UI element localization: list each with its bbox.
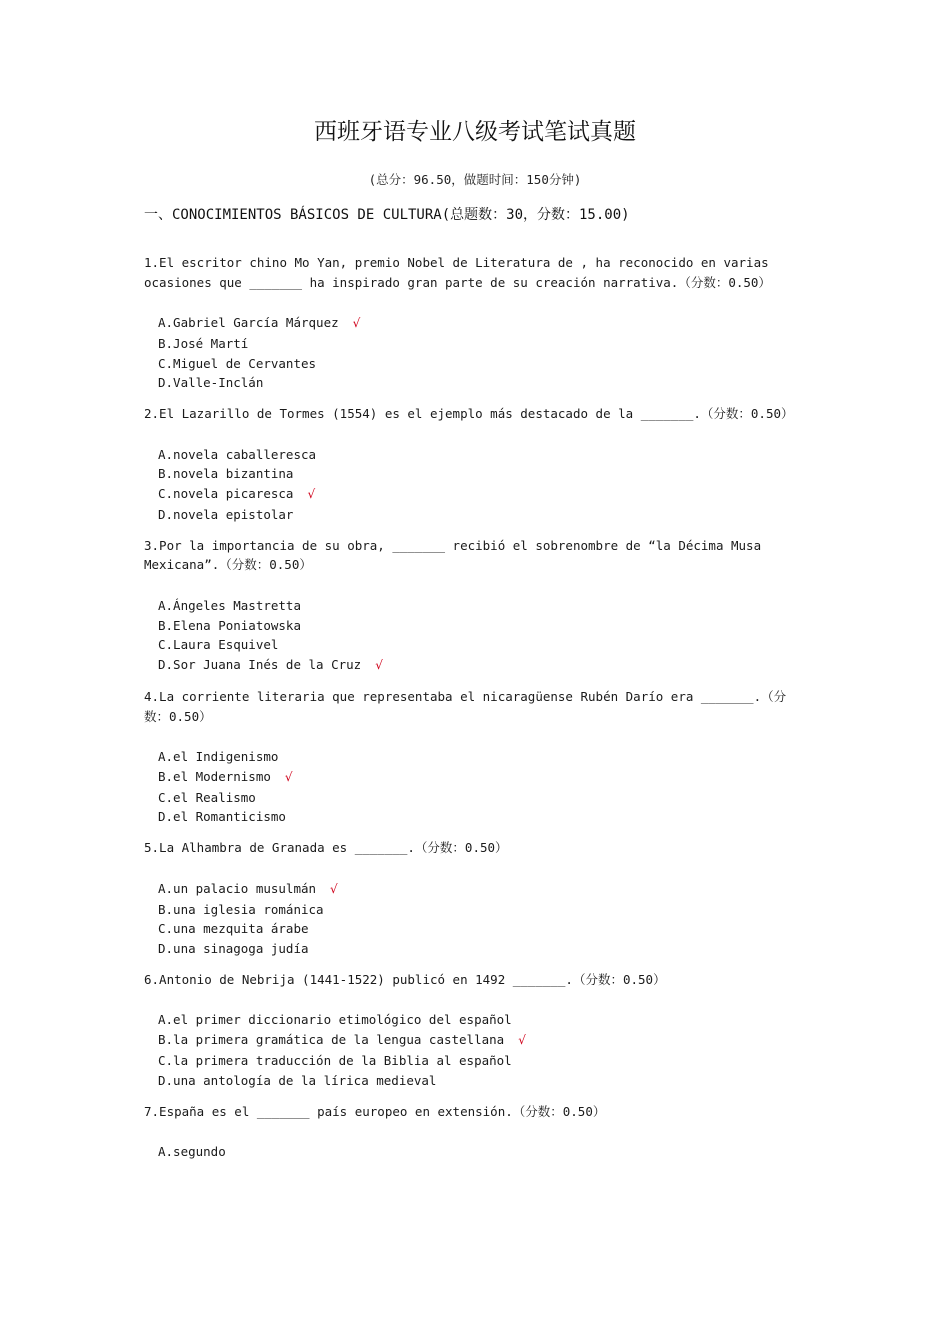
question-item (144, 838, 794, 959)
option-label: B.la primera gramática de la lengua castellana (158, 1032, 505, 1048)
answer-option (158, 655, 794, 676)
question-item (144, 687, 794, 827)
correct-check-icon: √ (518, 1033, 526, 1048)
option-label: C.el Realismo (158, 789, 256, 805)
option-label: C.Laura Esquivel (158, 637, 279, 653)
answer-option (158, 1051, 794, 1071)
correct-check-icon: √ (307, 487, 316, 502)
option-label: D.novela epistolar (158, 507, 294, 523)
option-label: A.Ángeles Mastretta (158, 597, 301, 613)
option-list (144, 445, 794, 525)
answer-option (158, 879, 794, 900)
option-label: D.el Romanticismo (158, 809, 286, 825)
option-label: A.un palacio musulmán (158, 880, 317, 896)
question-list (144, 253, 794, 1173)
answer-option (158, 445, 794, 465)
answer-option (158, 635, 794, 655)
answer-option (158, 313, 794, 334)
option-label: B.Elena Poniatowska (158, 617, 301, 633)
option-list (144, 313, 794, 393)
option-label: D.una antología de la lírica medieval (158, 1072, 437, 1088)
page-title: 西班牙语专业八级考试笔试真题 (314, 119, 636, 145)
question-item (144, 253, 794, 393)
correct-check-icon: √ (330, 881, 338, 896)
answer-option (158, 788, 794, 808)
option-label: C.novela picaresca (158, 486, 294, 502)
question-item (144, 1102, 794, 1162)
question-item (144, 970, 794, 1091)
question-text: 6.Antonio de Nebrija (1441-1522) publicó en 1492 _______.（分数：0.50） (144, 971, 666, 987)
question-text: 3.Por la importancia de su obra, _______ recibió el sobrenombre de “la Décima Musa Mexicana”.（分数：0.50） (144, 537, 762, 573)
option-label: B.una iglesia románica (158, 901, 324, 917)
question-item (144, 536, 794, 676)
option-label: A.novela caballeresca (158, 446, 317, 462)
answer-option (158, 334, 794, 354)
question-text: 7.España es el _______ país europeo en extensión.（分数：0.50） (144, 1103, 606, 1119)
option-label: C.la primera traducción de la Biblia al español (158, 1053, 512, 1069)
option-list (144, 596, 794, 676)
answer-option (158, 747, 794, 767)
option-list (144, 747, 794, 827)
option-label: B.novela bizantina (158, 466, 294, 482)
answer-option (158, 596, 794, 616)
answer-option (158, 939, 794, 959)
answer-option (158, 505, 794, 525)
option-list (144, 1010, 794, 1090)
answer-option (158, 1142, 794, 1162)
answer-option (158, 1071, 794, 1091)
correct-check-icon: √ (375, 658, 383, 673)
answer-option (158, 900, 794, 920)
question-item (144, 404, 794, 525)
option-label: C.una mezquita árabe (158, 921, 309, 937)
option-label: A.el primer diccionario etimológico del español (158, 1012, 512, 1028)
answer-option (158, 767, 794, 788)
answer-option (158, 616, 794, 636)
question-text: 4.La corriente literaria que representaba el nicaragüense Rubén Darío era _______.（分数：0.50） (144, 689, 787, 724)
option-label: B.el Modernismo (158, 768, 271, 784)
option-list (144, 1142, 794, 1162)
answer-option (158, 1030, 794, 1051)
answer-option (158, 807, 794, 827)
option-label: D.Valle-Inclán (158, 375, 264, 391)
option-label: A.el Indigenismo (158, 749, 279, 765)
option-list (144, 879, 794, 959)
answer-option (158, 354, 794, 374)
answer-option (158, 373, 794, 393)
option-label: A.segundo (158, 1144, 226, 1160)
option-label: C.Miguel de Cervantes (158, 355, 317, 371)
exam-summary: (总分：96.50，做题时间：150分钟) (368, 172, 582, 187)
option-label: B.José Martí (158, 335, 249, 351)
question-text: 1.El escritor chino Mo Yan, premio Nobel de Literatura de , ha reconocido en varias ocasiones que _______ ha inspirado gran parte de su creación narrativa.（分数：0.50） (144, 255, 771, 290)
answer-option (158, 484, 794, 505)
section-heading: 一、CONOCIMIENTOS BÁSICOS DE CULTURA(总题数：30，分数：15.00) (144, 207, 630, 223)
question-text: 5.La Alhambra de Granada es _______.（分数：0.50） (144, 840, 508, 856)
question-text: 2.El Lazarillo de Tormes (1554) es el ejemplo más destacado de la _______.（分数：0.50） (144, 406, 794, 422)
answer-option (158, 919, 794, 939)
option-label: D.Sor Juana Inés de la Cruz (158, 657, 362, 673)
correct-check-icon: √ (352, 316, 361, 330)
answer-option (158, 464, 794, 484)
option-label: D.una sinagoga judía (158, 941, 309, 957)
answer-option (158, 1010, 794, 1030)
option-label: A.Gabriel García Márquez (158, 315, 339, 330)
correct-check-icon: √ (284, 769, 293, 784)
